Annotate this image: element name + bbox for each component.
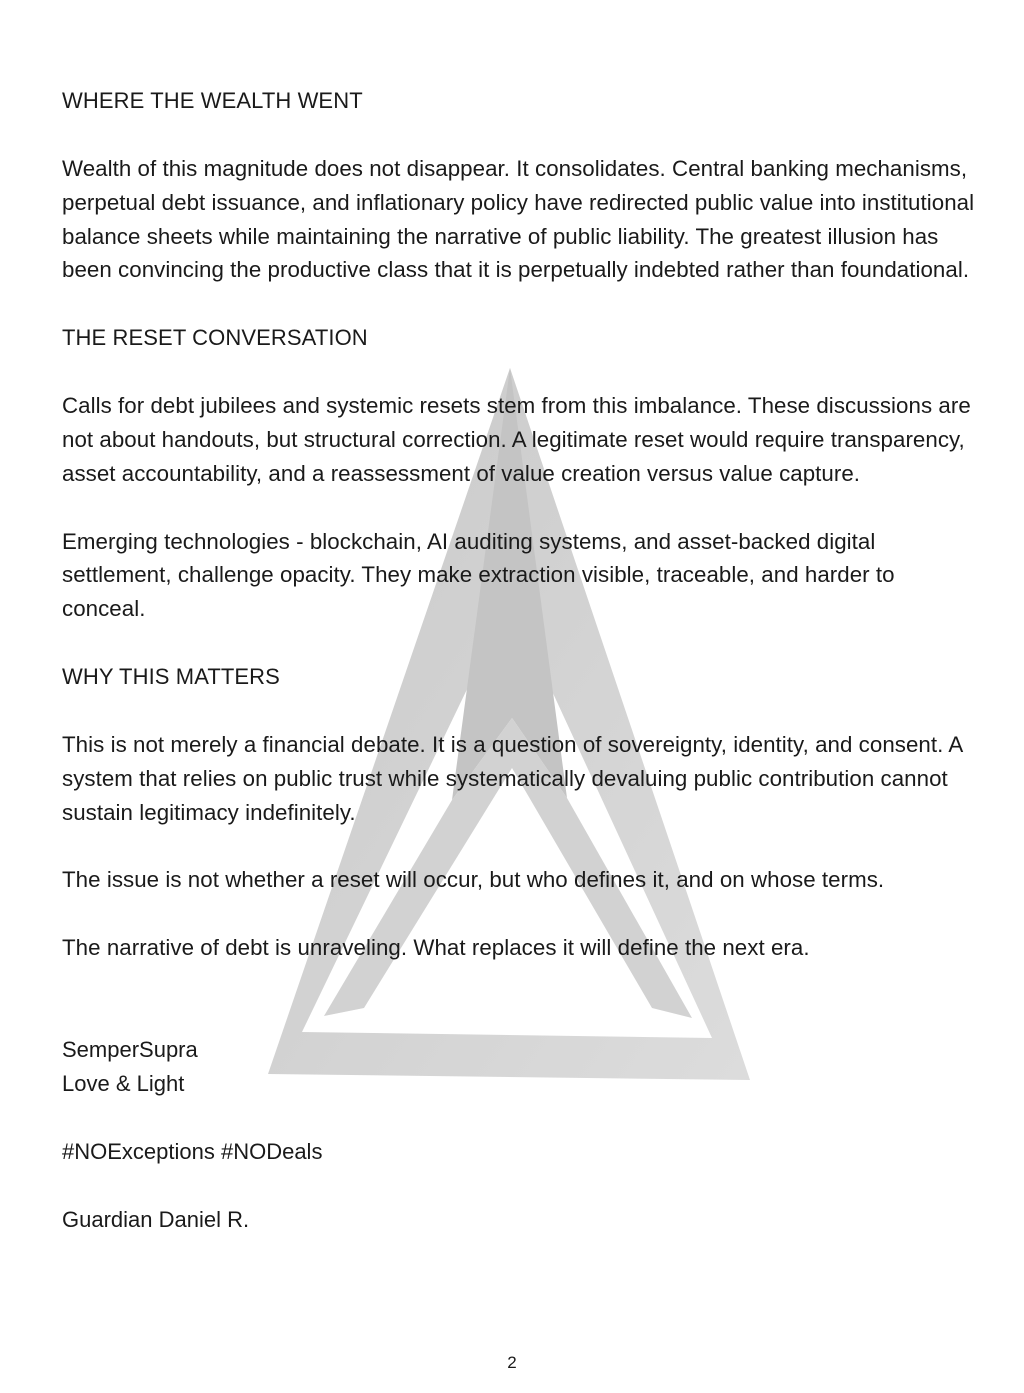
paragraph-wealth: Wealth of this magnitude does not disappear. It consolidates. Central banking mechanisms, perpetual debt issuance, and inflationary policy have redirected public value into institutional balance sheets while maintaining the narrative of public liability. The greatest illusion has been convincing the productive class that it is perpetually indebted rather than foundational.: [62, 156, 975, 283]
document-body: [62, 84, 982, 1237]
signature-author: Guardian Daniel R.: [62, 1206, 250, 1232]
section-heading-matters: WHY THIS MATTERS: [62, 663, 280, 689]
signature-name: SemperSupra: [62, 1036, 198, 1062]
paragraph-reset-2: Emerging technologies - blockchain, AI auditing systems, and asset-backed digital settlement, challenge opacity. They make extraction visible, traceable, and harder to conceal.: [62, 528, 895, 622]
section-heading-reset: THE RESET CONVERSATION: [62, 325, 368, 351]
paragraph-matters-2: The issue is not whether a reset will occur, but who defines it, and on whose terms.: [62, 867, 885, 893]
page-number: 2: [507, 1353, 517, 1372]
signature-closing: Love & Light: [62, 1070, 185, 1096]
paragraph-reset-1: Calls for debt jubilees and systemic resets stem from this imbalance. These discussions are not about handouts, but structural correction. A legitimate reset would require transparency, asset accountability, and a reassessment of value creation versus value capture.: [62, 393, 971, 486]
section-heading-wealth: WHERE THE WEALTH WENT: [62, 88, 363, 113]
hashtags: #NOExceptions #NODeals: [62, 1138, 323, 1164]
paragraph-matters-1: This is not merely a financial debate. It is a question of sovereignty, identity, and consent. A system that relies on public trust while systematically devaluing public contribution cannot sustain legitimacy indefinitely.: [62, 731, 963, 825]
paragraph-matters-3: The narrative of debt is unraveling. What replaces it will define the next era.: [62, 935, 810, 961]
